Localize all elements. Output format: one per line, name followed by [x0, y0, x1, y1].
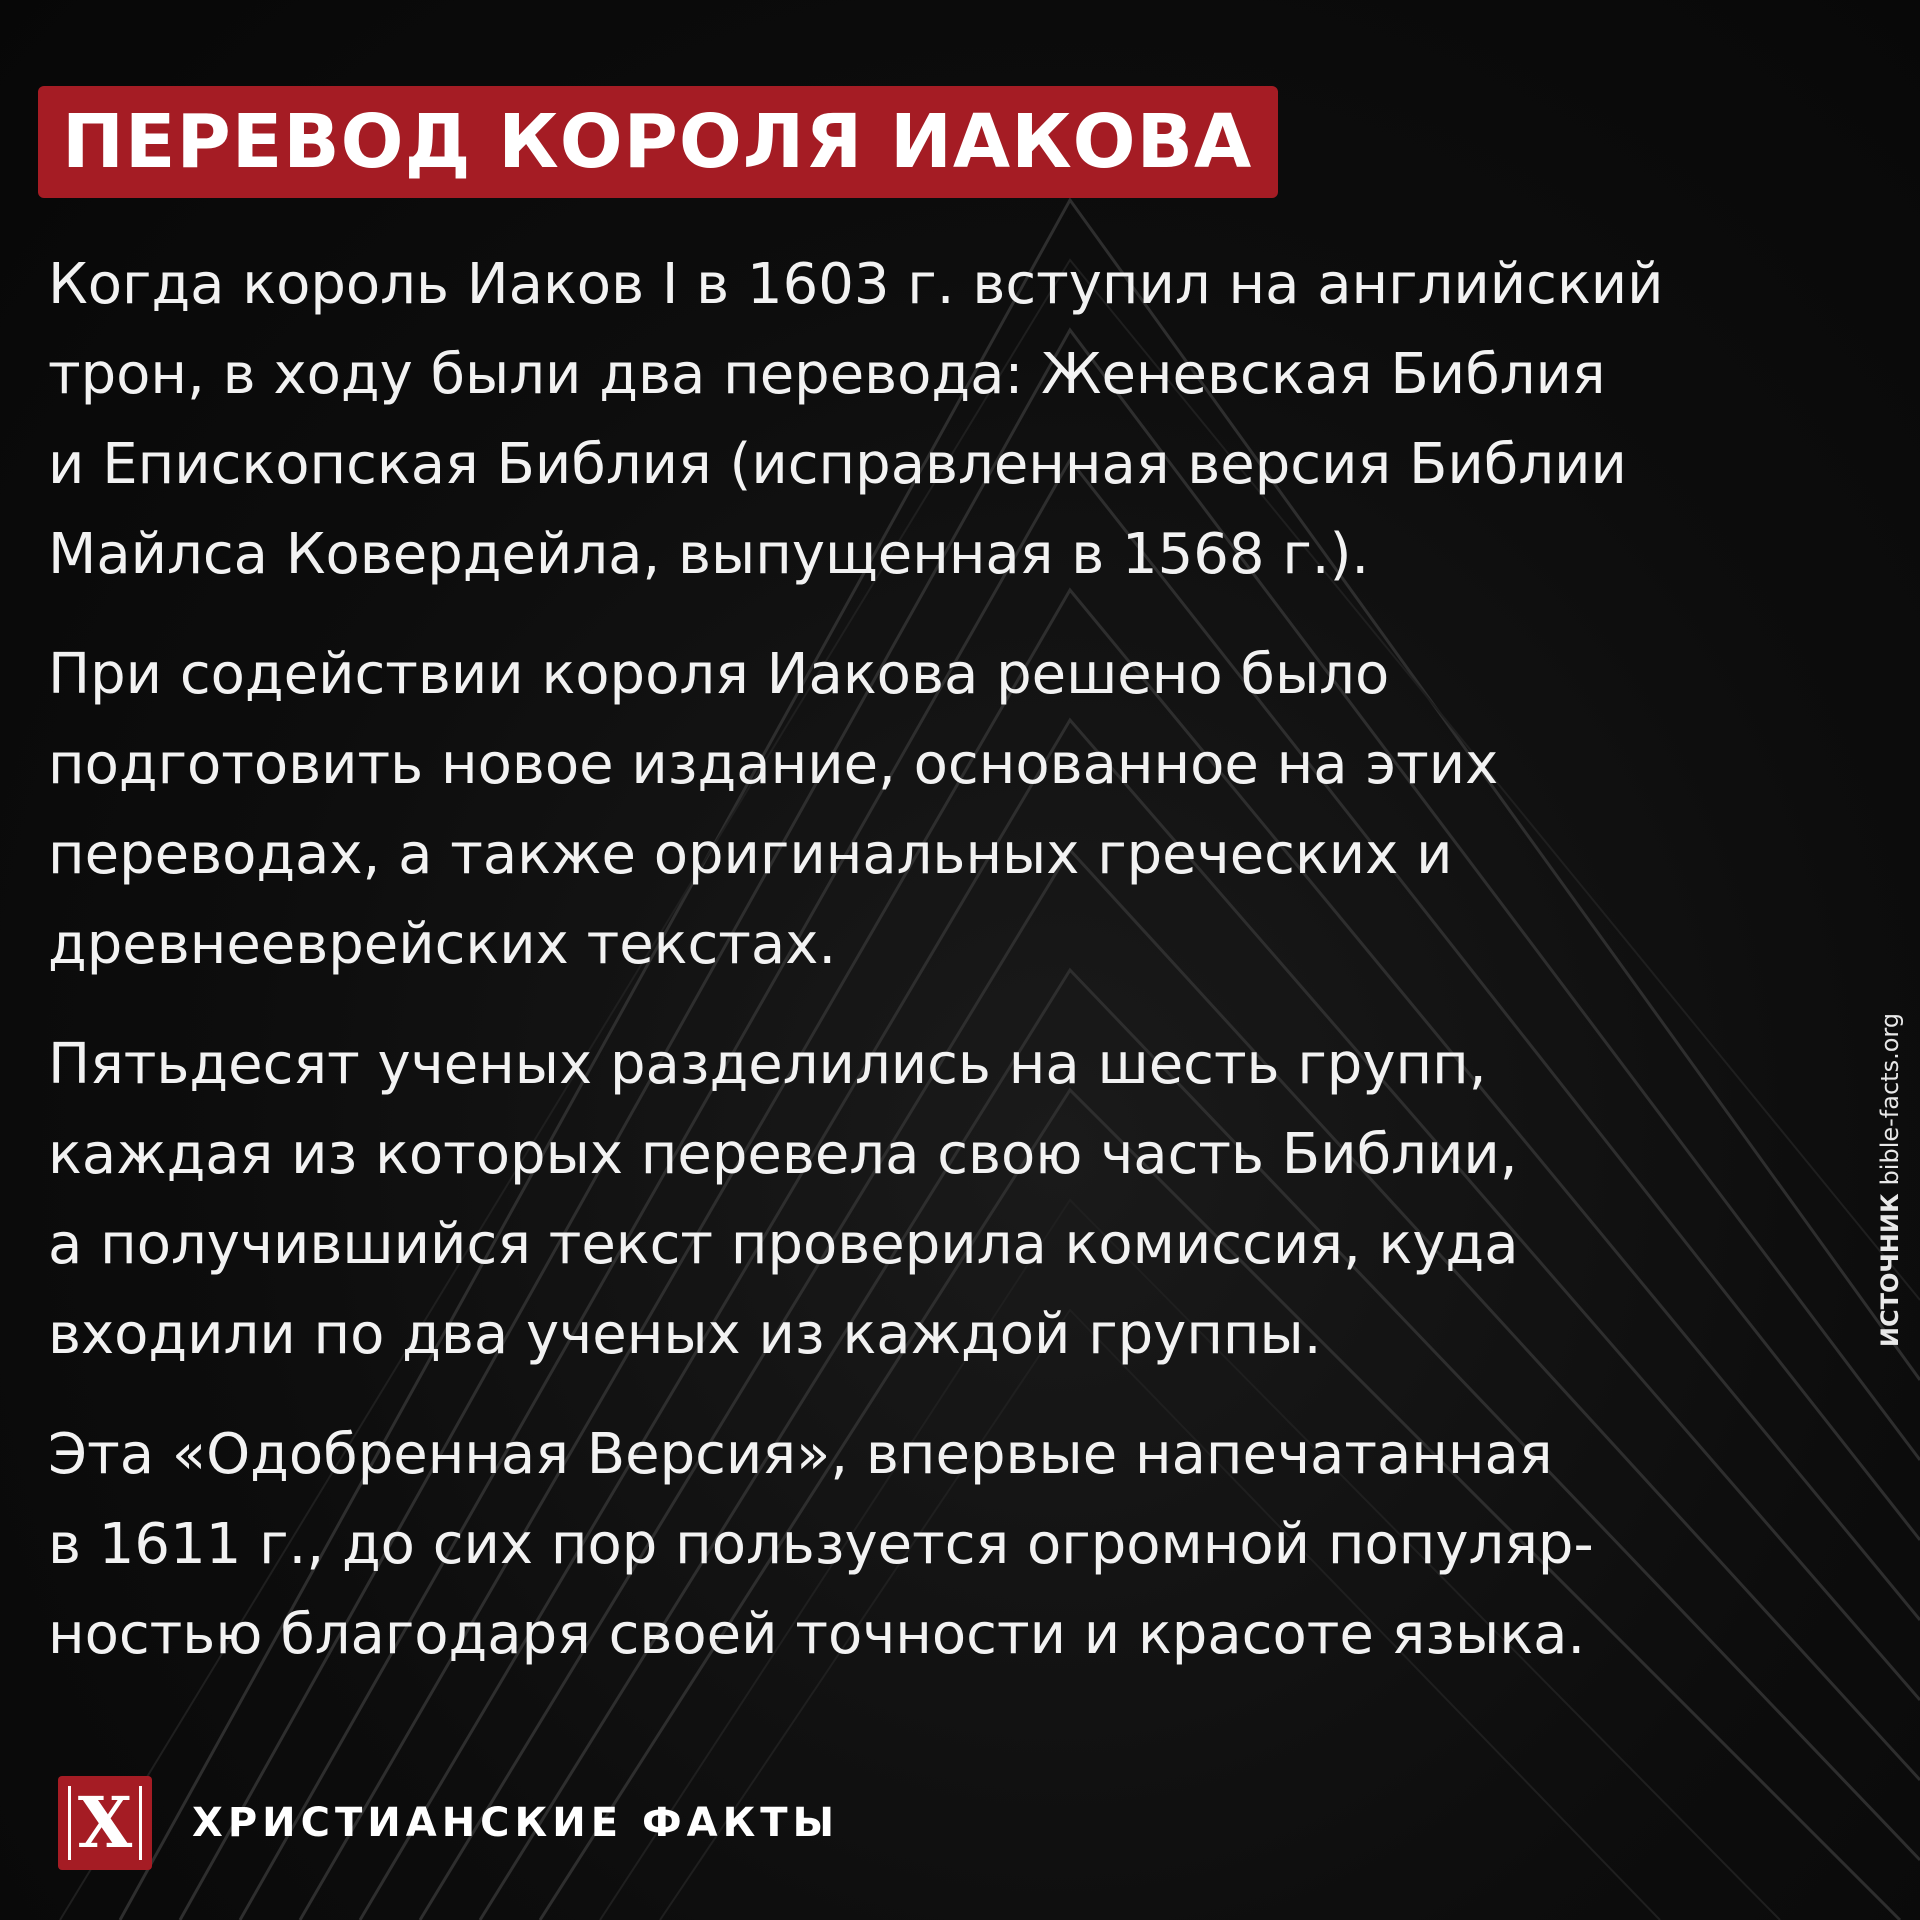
source-site: bible-facts.org [1876, 1012, 1904, 1186]
paragraph-line: Эта «Одобренная Версия», впервые напечатанная [48, 1422, 1553, 1487]
brand-name: ХРИСТИАНСКИЕ ФАКТЫ [192, 1800, 840, 1846]
source-credit [1876, 1013, 1904, 1347]
paragraph-line: входили по два ученых из каждой группы. [48, 1302, 1322, 1367]
paragraph-2 [48, 630, 1808, 990]
paragraph-line: и Епископская Библия (исправленная версия Библии [48, 432, 1627, 497]
paragraph-line: Пятьдесят ученых разделились на шесть групп, [48, 1032, 1487, 1097]
source-label: ИСТОЧНИК [1876, 1193, 1904, 1348]
paragraph-line: древнееврейских текстах. [48, 912, 837, 977]
paragraph-line: каждая из которых перевела свою часть Библии, [48, 1122, 1518, 1187]
paragraph-1 [48, 240, 1808, 600]
brand-logo-icon [58, 1776, 152, 1870]
paragraph-line: трон, в ходу были два перевода: Женевская Библия [48, 342, 1606, 407]
paragraph-line: а получившийся текст проверила комиссия, куда [48, 1212, 1519, 1277]
paragraph-line: подготовить новое издание, основанное на этих [48, 732, 1499, 797]
paragraph-line: Когда король Иаков I в 1603 г. вступил на английский [48, 252, 1664, 317]
paragraph-line: переводах, а также оригинальных греческих и [48, 822, 1453, 887]
article-body [48, 240, 1808, 1710]
logo-letter: X [77, 1781, 133, 1864]
paragraph-4 [48, 1410, 1808, 1680]
footer-brand [58, 1776, 839, 1870]
paragraph-line: Майлса Ковердейла, выпущенная в 1568 г.). [48, 522, 1370, 587]
paragraph-line: ностью благодаря своей точности и красоте языка. [48, 1602, 1586, 1667]
paragraph-3 [48, 1020, 1808, 1380]
paragraph-line: При содействии короля Иакова решено было [48, 642, 1390, 707]
paragraph-line: в 1611 г., до сих пор пользуется огромной популяр- [48, 1512, 1594, 1577]
title-banner [38, 86, 1278, 198]
page-title: ПЕРЕВОД КОРОЛЯ ИАКОВА [62, 99, 1253, 185]
